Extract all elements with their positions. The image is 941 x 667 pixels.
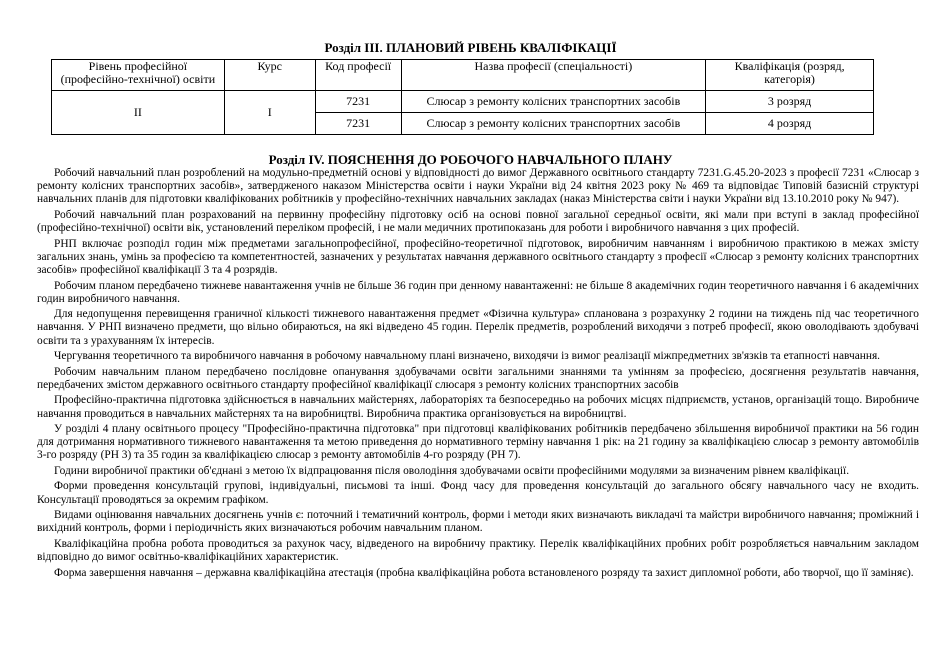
cell-code: 7231 <box>315 91 401 113</box>
header-qualification: Кваліфікація (розряд, категорія) <box>706 60 874 91</box>
header-course: Курс <box>224 60 315 91</box>
header-name: Назва професії (спеціальності) <box>401 60 706 91</box>
cell-course: І <box>224 91 315 135</box>
cell-code: 7231 <box>315 113 401 135</box>
header-code: Код професії <box>315 60 401 91</box>
paragraph: Кваліфікаційна пробна робота проводиться за рахунок часу, відведеного на виробничу практику. Перелік кваліфікаційних пробних робіт розробляється навчальним закладом відповідно до вимог освітньо-кваліфікаційних характеристик. <box>37 537 919 564</box>
paragraph: РНП включає розподіл годин між предметами загальнопрофесійної, професійно-теоретичної підготовок, виробничим навчанням і виробничою практикою в межах змісту загальних знань, умінь за професією та компетентностей, зазначених у результатах навчання державного освітнього стандарту з професії «Слюсар з ремонту колісних транспортних засобів» професійної кваліфікації 3 та 4 розрядів. <box>37 237 919 277</box>
paragraph: Робочий навчальний план розроблений на модульно-предметній основі у відповідності до вимог Державного освітнього стандарту 7231.G.45.20-2023 з професії 7231 «Слюсар з ремонту колісних транспортних засобів», затвердженого наказом Міністерства освіти і науки України від 24 квітня 2023 року № 469 та відповідає Типовій базисній структурі навчальних планів для підготовки кваліфікованих робітників у професійно-технічних навчальних закладах (наказ Міністерства світи і науки України від 13.10.2010 року № 947). <box>37 167 919 206</box>
table-header-row <box>52 60 874 91</box>
section-4-title: Розділ IV. ПОЯСНЕННЯ ДО РОБОЧОГО НАВЧАЛЬНОГО ПЛАНУ <box>268 152 673 167</box>
cell-profession-name: Слюсар з ремонту колісних транспортних засобів <box>401 113 706 135</box>
table-row <box>52 91 874 113</box>
paragraph: Робочим навчальним планом передбачено послідовне опанування здобувачами освіти загальними знаннями та умінням за професією, досягнення результатів навчання, передбачених змістом державного освітнього стандарту професійної кваліфікації слюсаря з ремонту колісних транспортних засобів <box>37 365 919 391</box>
paragraph: Для недопущення перевищення граничної кількості тижневого навантаження предмет «Фізична культура» спланована з розрахунку 2 години на тиждень під час теоретичного навчання. У РНП визначено предмети, що вільно обираються, на які відведено 45 годин. Перелік предметів, розроблений виходячи з потреб професії, якою оволодівають здобувачі освіти та з урахуванням їх інтересів. <box>37 308 919 347</box>
cell-level: ІІ <box>52 91 225 135</box>
header-level: Рівень професійної (професійно-технічної) освіти <box>52 60 225 91</box>
paragraph: Професійно-практична підготовка здійснюється в навчальних майстернях, лабораторіях та безпосередньо на робочих місцях підприємств, установ, організацій тощо. Виробниче навчання проводиться в навчальних майстернях та на виробництві. Виробнича практика організовується на виробництві. <box>37 394 919 420</box>
qualification-table <box>51 59 874 135</box>
cell-qualification: 3 розряд <box>706 91 874 113</box>
paragraph: Форми проведення консультацій групові, індивідуальні, письмові та інші. Фонд часу для проведення консультацій до загального обсягу навчального часу не входить. Консультації проводяться за окремим графіком. <box>37 480 919 506</box>
paragraph: Форма завершення навчання – державна кваліфікаційна атестація (пробна кваліфікаційна робота встановленого розряду та захист дипломної роботи, або творчої, що її заміняє). <box>54 566 914 579</box>
cell-profession-name: Слюсар з ремонту колісних транспортних засобів <box>401 91 706 113</box>
cell-qualification: 4 розряд <box>706 113 874 135</box>
paragraph: Видами оцінювання навчальних досягнень учнів є: поточний і тематичний контроль, форми і методи яких визначають викладачі та майстри виробничого навчання; проміжний і вихідний контроль, форми і періодичність яких визначаються робочим навчальним планом. <box>37 509 919 535</box>
paragraph: Години виробничої практики об'єднані з метою їх відпрацювання після оволодіння здобувачами освіти професійними модулями за визначеним рівнем кваліфікації. <box>54 464 850 477</box>
paragraph: Робочий навчальний план розрахований на первинну професійну підготовку осіб на основі повної загальної середньої освіти, які мали при вступі в заклад професійної (професійно-технічної) освіти вік, установлений переліком професій, і не мали медичних протипоказань для роботи і виробничого навчання з цих професій. <box>37 208 919 235</box>
paragraph: Робочим планом передбачено тижневе навантаження учнів не більше 36 годин при денному навантаженні: не більше 8 академічних годин теоретичного навчання і 6 академічних годин виробничого навчання. <box>37 279 919 305</box>
section-3-title: Розділ ІІІ. ПЛАНОВИЙ РІВЕНЬ КВАЛІФІКАЦІЇ <box>324 40 617 55</box>
paragraph: Чергування теоретичного та виробничого навчання в робочому навчальному плані визначено, виходячи із вимог реалізації міжпредметних зв'язків та етапності навчання. <box>54 350 881 363</box>
paragraph: У розділі 4 плану освітнього процесу "Професійно-практична підготовка" при підготовці кваліфікованих робітників передбачено збільшення виробничої практики на 56 годин для дотримання нормативного тижневого навантаження та метою приведення до нормативного терміну навчання 1 рік: на 21 годину за кваліфікацією слюсар з ремонту автомобілів 3-го розряду (РН 3) та 35 годин за кваліфікацією слюсар з ремонту автомобілів 4-го розряду (РН 7). <box>37 423 919 462</box>
explanation-text <box>37 167 919 582</box>
